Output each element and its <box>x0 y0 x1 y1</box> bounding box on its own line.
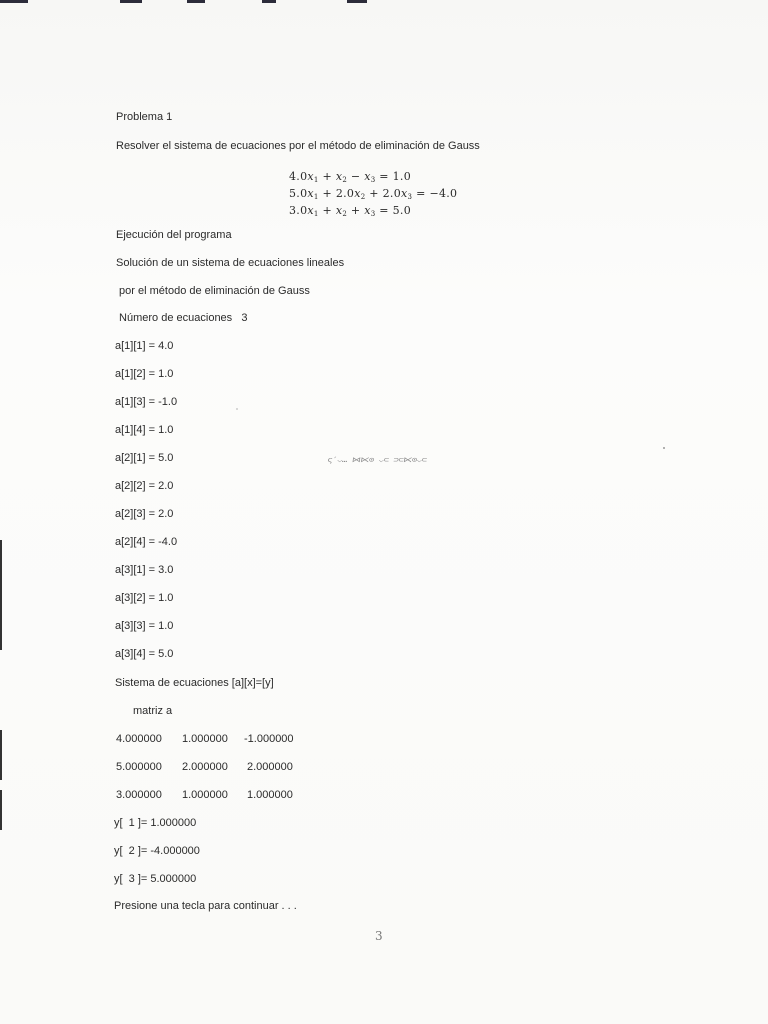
scan-speck <box>236 408 238 410</box>
problem-statement: Resolver el sistema de ecuaciones por el método de eliminación de Gauss <box>116 140 480 152</box>
coefficient-input: a[1][2] = 1.0 <box>115 368 174 380</box>
coefficient-input: a[3][4] = 5.0 <box>115 648 174 660</box>
scan-edge-artifact <box>187 0 205 3</box>
coefficient-input: a[1][1] = 4.0 <box>115 340 174 352</box>
equation-3: $3.0x_1 + x_2 + x_3 = 5.0$ <box>289 204 412 218</box>
scan-edge-artifact <box>0 730 2 780</box>
matrix-cell: 1.000000 <box>182 733 228 745</box>
page-number: 3 <box>375 929 383 943</box>
execution-heading: Ejecución del programa <box>116 229 232 241</box>
matrix-cell: 4.000000 <box>116 733 162 745</box>
matrix-cell: 5.000000 <box>116 761 162 773</box>
coefficient-input: a[1][3] = -1.0 <box>115 396 178 408</box>
equation-1: $4.0x_1 + x_2 - x_3 = 1.0$ <box>289 170 412 184</box>
scan-edge-artifact <box>347 0 367 3</box>
equation-system <box>289 168 457 219</box>
y-value: y[ 3 ]= 5.000000 <box>114 873 197 885</box>
coefficient-input: a[3][3] = 1.0 <box>115 620 174 632</box>
scan-speck <box>663 447 665 449</box>
scan-edge-artifact <box>120 0 142 3</box>
matrix-cell: 2.000000 <box>247 761 293 773</box>
coefficient-input: a[1][4] = 1.0 <box>115 424 174 436</box>
equation-2: $5.0x_1 + 2.0x_2 + 2.0x_3 = -4.0$ <box>289 187 458 201</box>
system-label: Sistema de ecuaciones [a][x]=[y] <box>115 677 274 689</box>
y-value: y[ 1 ]= 1.000000 <box>114 817 197 829</box>
scan-edge-artifact <box>0 0 28 3</box>
coefficient-input: a[2][3] = 2.0 <box>115 508 174 520</box>
scan-smudge: ς′⌵… ⋈⋉⊙ ⌵⊂ ⊃⊂⋉⊙⌵⊂ <box>326 456 428 465</box>
continue-prompt: Presione una tecla para continuar . . . <box>114 900 297 912</box>
num-equations: Número de ecuaciones 3 <box>116 312 248 324</box>
matrix-cell: 1.000000 <box>182 789 228 801</box>
matrix-cell: 3.000000 <box>116 789 162 801</box>
matrix-cell: 1.000000 <box>247 789 293 801</box>
scan-edge-artifact <box>262 0 276 3</box>
problem-title: Problema 1 <box>116 111 173 123</box>
matrix-label: matriz a <box>133 705 173 717</box>
scan-edge-artifact <box>0 790 2 830</box>
scan-edge-artifact <box>0 540 2 650</box>
coefficient-input: a[3][1] = 3.0 <box>115 564 174 576</box>
coefficient-input: a[2][4] = -4.0 <box>115 536 178 548</box>
output-line: Solución de un sistema de ecuaciones lineales <box>116 257 345 269</box>
coefficient-input: a[2][1] = 5.0 <box>115 452 174 464</box>
coefficient-input: a[3][2] = 1.0 <box>115 592 174 604</box>
coefficient-input: a[2][2] = 2.0 <box>115 480 174 492</box>
y-value: y[ 2 ]= -4.000000 <box>114 845 200 857</box>
output-line: por el método de eliminación de Gauss <box>116 285 310 297</box>
matrix-cell: 2.000000 <box>182 761 228 773</box>
matrix-cell: -1.000000 <box>244 733 294 745</box>
